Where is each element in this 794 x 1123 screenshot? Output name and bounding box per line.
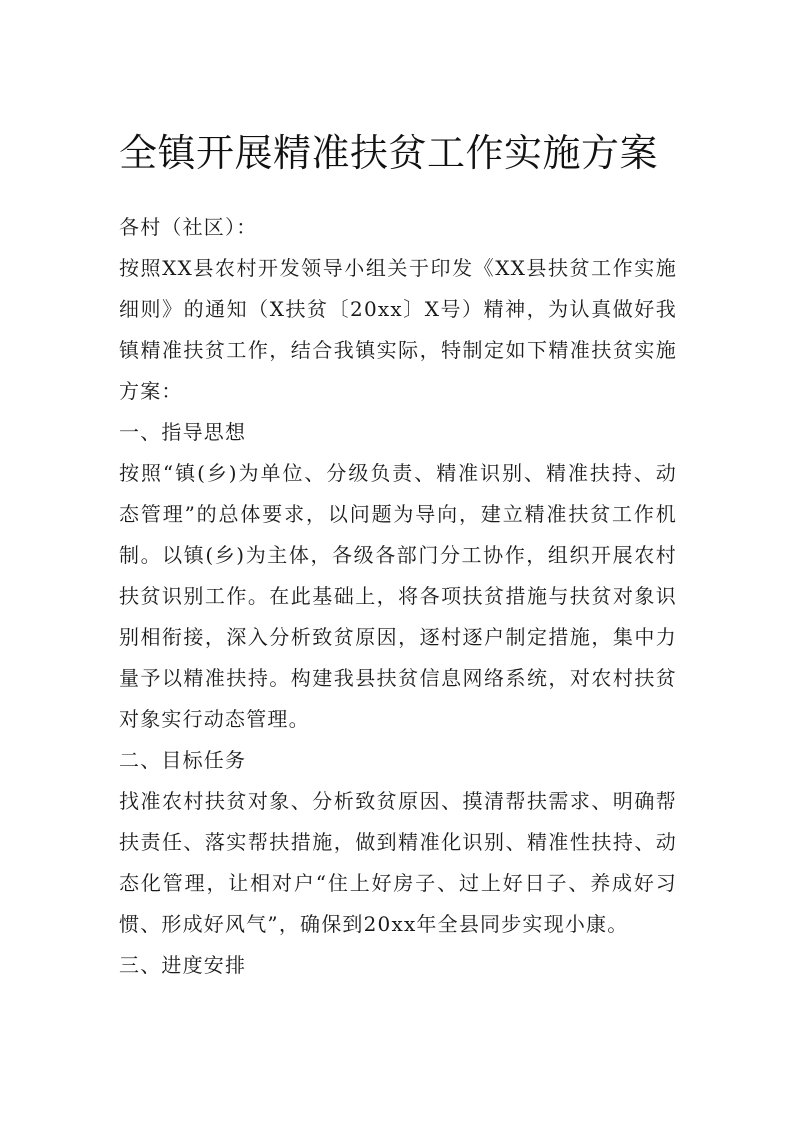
document-body <box>119 207 677 986</box>
guiding-ideology-paragraph: 按照“镇(乡)为单位、分级负责、精准识别、精准扶持、动态管理”的总体要求，以问题为导向，建立精准扶贫工作机制。以镇(乡)为主体，各级各部门分工协作，组织开展农村扶贫识别工作。在此基础上，将各项扶贫措施与扶贫对象识别相衔接，深入分析致贫原因，逐村逐户制定措施，集中力量予以精准扶持。构建我县扶贫信息网络系统，对农村扶贫对象实行动态管理。 <box>119 461 677 731</box>
salutation: 各村（社区）： <box>119 215 258 239</box>
goals-tasks-paragraph: 找准农村扶贫对象、分析致贫原因、摸清帮扶需求、明确帮扶责任、落实帮扶措施，做到精准化识别、精准性扶持、动态化管理，让相对户“住上好房子、过上好日子、养成好习惯、形成好风气”，确保到20xx年全县同步实现小康。 <box>119 789 677 936</box>
intro-paragraph: 按照XX县农村开发领导小组关于印发《XX县扶贫工作实施细则》的通知（X扶贫〔20xx〕X号）精神，为认真做好我镇精准扶贫工作，结合我镇实际，特制定如下精准扶贫实施方案： <box>119 256 677 403</box>
section-heading-goals-tasks: 二、目标任务 <box>119 748 247 772</box>
section-heading-guiding-ideology: 一、指导思想 <box>119 420 247 444</box>
document-title: 全镇开展精准扶贫工作实施方案 <box>119 131 659 175</box>
section-heading-schedule: 三、进度安排 <box>119 953 247 977</box>
